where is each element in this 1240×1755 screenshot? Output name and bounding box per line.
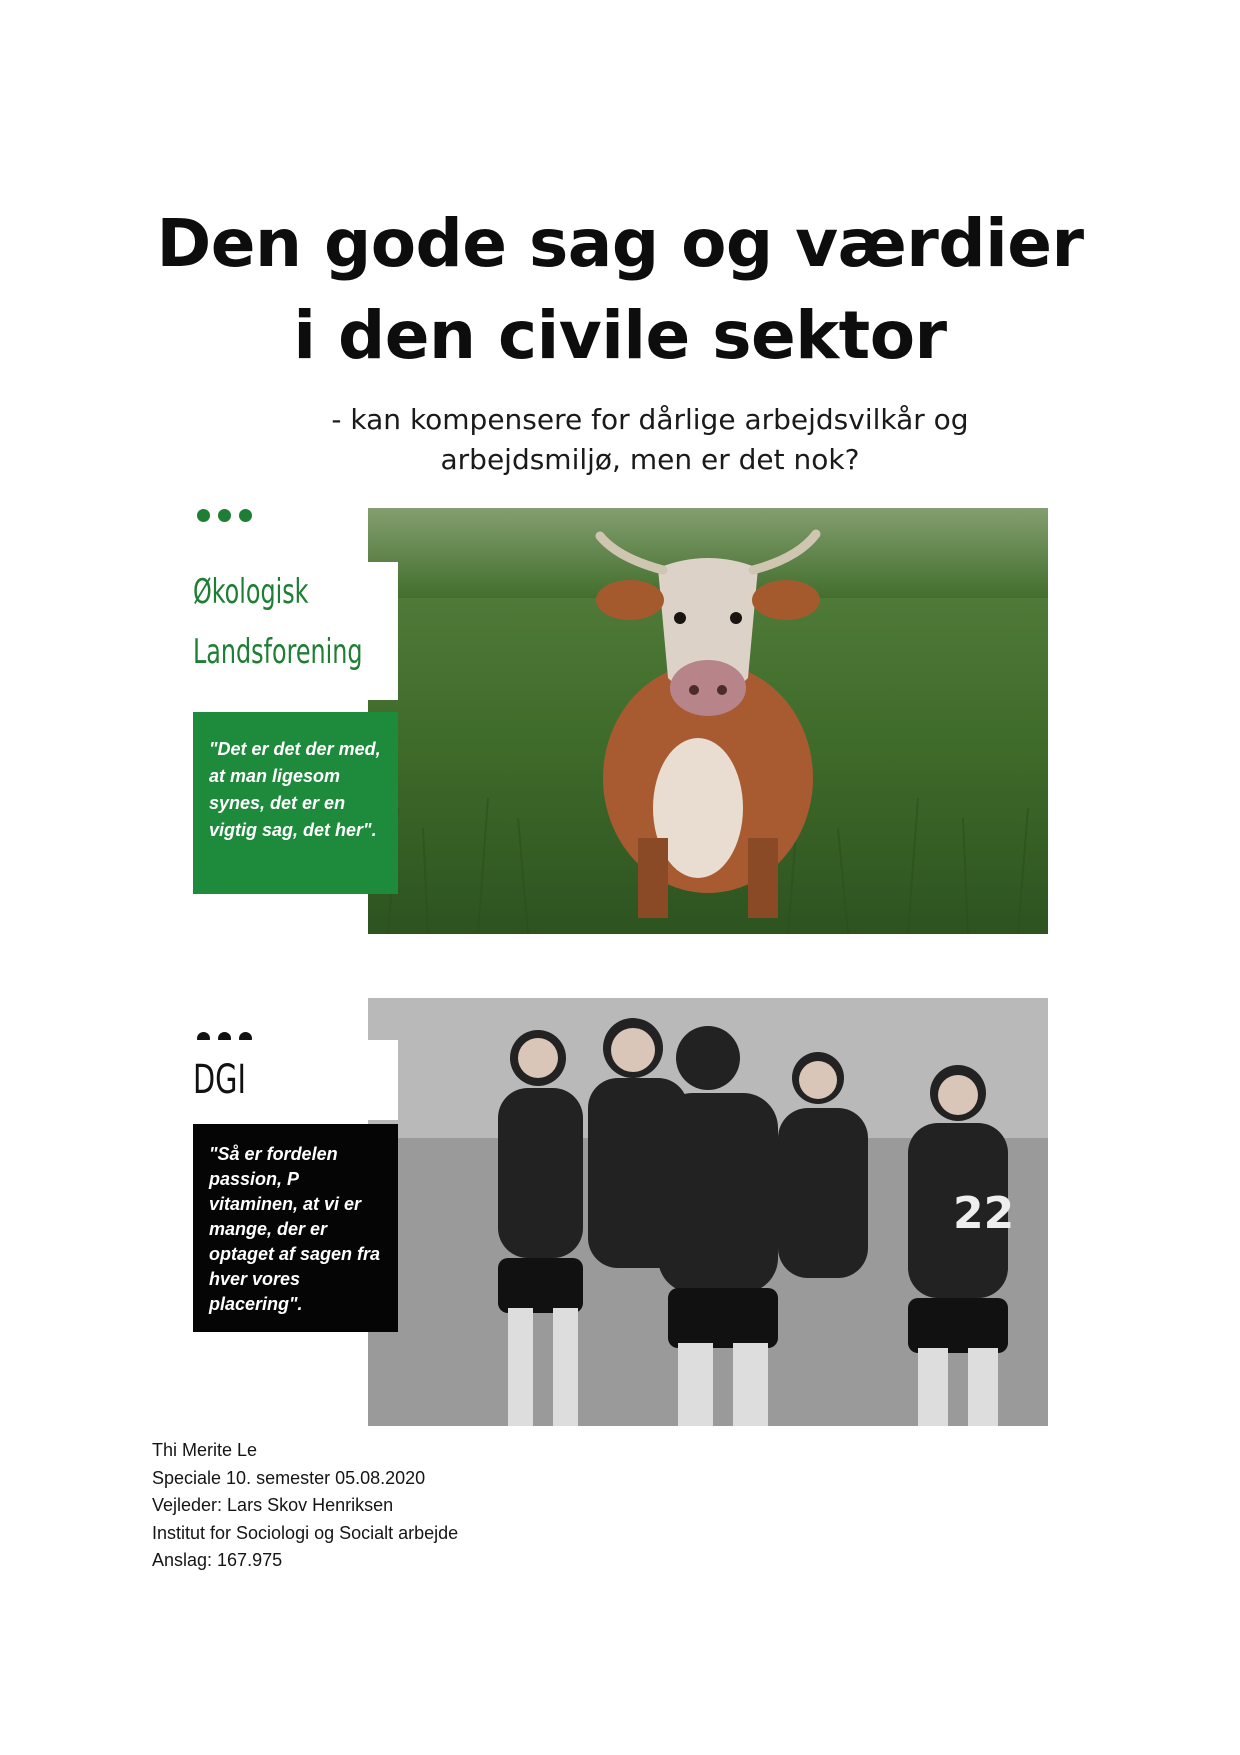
subtitle-line-2: arbejdsmiljø, men er det nok? — [440, 443, 860, 476]
volleyball-photo — [368, 998, 1048, 1426]
character-count: Anslag: 167.975 — [152, 1550, 283, 1570]
org-name-line-2: Landsforening — [193, 632, 363, 672]
decorative-dots-1 — [197, 509, 252, 522]
dot-icon — [239, 509, 252, 522]
credits-block — [152, 1437, 458, 1575]
subtitle-line-1: - kan kompensere for dårlige arbejdsvilkår og — [331, 403, 969, 436]
cover-title — [0, 198, 1240, 382]
title-line-1: Den gode sag og værdier — [156, 205, 1084, 282]
title-line-2: i den civile sektor — [293, 297, 947, 374]
org-name-dgi — [193, 1040, 398, 1120]
cow-photo — [368, 508, 1048, 934]
dot-icon — [197, 509, 210, 522]
quote-box-1: "Det er det der med, at man ligesom synes, det er en vigtig sag, det her". — [193, 712, 398, 894]
author-name: Thi Merite Le — [152, 1440, 258, 1460]
org-name-line-1: Økologisk — [193, 572, 309, 612]
cow-illustration — [368, 508, 1048, 934]
institute: Institut for Sociologi og Socialt arbejde — [152, 1522, 459, 1543]
supervisor: Vejleder: Lars Skov Henriksen — [152, 1495, 394, 1515]
cover-subtitle — [300, 400, 1000, 480]
quote-box-2: "Så er fordelen passion, P vitaminen, at vi er mange, der er optaget af sagen fra hver vores placering". — [193, 1124, 398, 1332]
thesis-info: Speciale 10. semester 05.08.2020 — [152, 1467, 426, 1488]
svg-text:22: 22 — [953, 1188, 1015, 1239]
org-name-okologisk-landsforening — [193, 562, 398, 700]
dot-icon — [218, 509, 231, 522]
volleyball-team-illustration — [368, 998, 1048, 1426]
org-name: DGI — [193, 1057, 246, 1103]
